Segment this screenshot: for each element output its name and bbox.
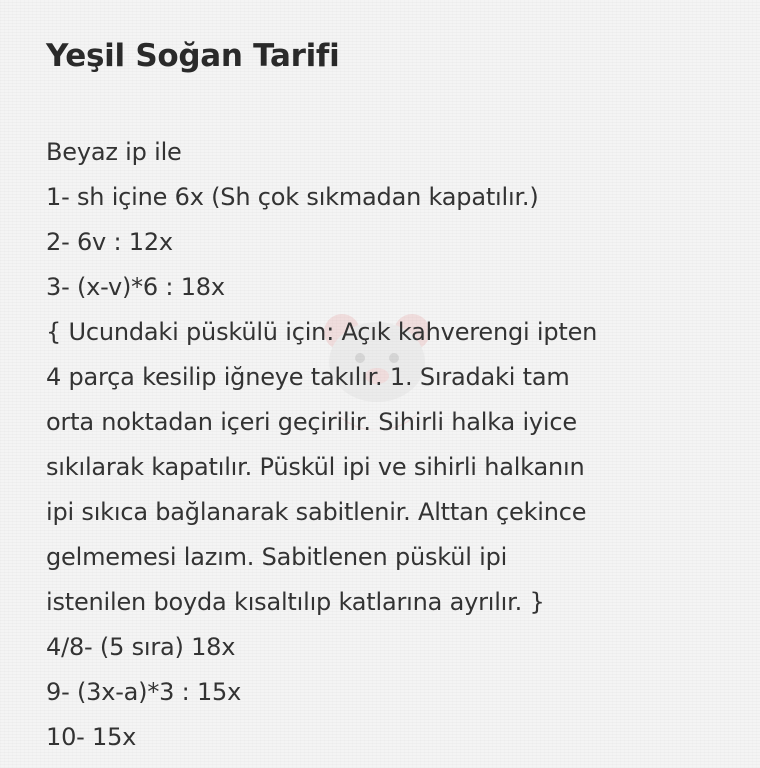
page-title: Yeşil Soğan Tarifi: [46, 38, 340, 74]
recipe-text: [46, 130, 746, 760]
recipe-line: { Ucundaki püskülü için: Açık kahverengi ipten: [46, 318, 598, 346]
recipe-line: sıkılarak kapatılır. Püskül ipi ve sihirli halkanın: [46, 453, 585, 481]
recipe-line: 1- sh içine 6x (Sh çok sıkmadan kapatılır.): [46, 183, 539, 211]
recipe-line: 4 parça kesilip iğneye takılır. 1. Sıradaki tam: [46, 363, 570, 391]
recipe-line: orta noktadan içeri geçirilir. Sihirli halka iyice: [46, 408, 577, 436]
recipe-line: 3- (x-v)*6 : 18x: [46, 273, 225, 301]
recipe-line: 9- (3x-a)*3 : 15x: [46, 678, 242, 706]
recipe-line: istenilen boyda kısaltılıp katlarına ayrılır. }: [46, 588, 545, 616]
recipe-line: 10- 15x: [46, 723, 137, 751]
recipe-line: 2- 6v : 12x: [46, 228, 173, 256]
recipe-line: ipi sıkıca bağlanarak sabitlenir. Alttan çekince: [46, 498, 587, 526]
recipe-line: gelmemesi lazım. Sabitlenen püskül ipi: [46, 543, 508, 571]
recipe-line: 4/8- (5 sıra) 18x: [46, 633, 236, 661]
recipe-line: Beyaz ip ile: [46, 138, 182, 166]
